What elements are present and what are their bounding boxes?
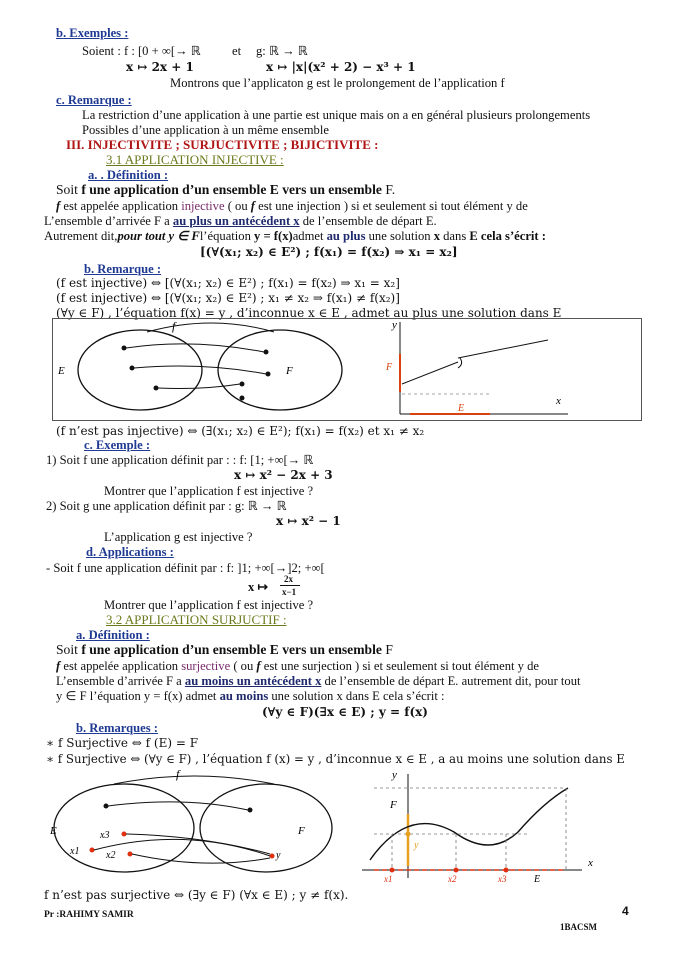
graph1-F-label: F bbox=[386, 362, 393, 373]
inj-def-line3: L’ensemble d’arrivée F a au plus un antécédent x de l’ensemble de départ E. bbox=[44, 214, 437, 228]
inj-example-2: 2) Soit g une application définit par : g: ℝ → ℝ bbox=[46, 499, 287, 513]
surj-formula: (∀y ∈ F)(∃x ∈ E) ; y = f(x) bbox=[262, 705, 428, 719]
inj-example-2-map: x ↦ x² − 1 bbox=[276, 514, 341, 528]
part3-title: III. INJECTIVITE ; SURJUCTIVITE ; BIJICTIVITE : bbox=[66, 137, 379, 152]
graph2-curve bbox=[370, 788, 568, 860]
f-arrow-curve bbox=[114, 776, 274, 784]
mapping-arrow bbox=[108, 802, 248, 810]
surj-remark-1: ∗ f Surjective ⇔ f (E) = F bbox=[46, 736, 199, 750]
examples-show: Montrons que l’applicaton g est le prolongement de l’application f bbox=[170, 76, 505, 90]
graph1-curve-left bbox=[402, 362, 458, 384]
graph2-F-label: F bbox=[390, 799, 397, 811]
surj-E-label: E bbox=[50, 825, 57, 837]
inj-example-2-question: L’application g est injective ? bbox=[104, 530, 253, 544]
inj-applications-heading: d. Applications : bbox=[86, 545, 174, 559]
surj-def-heading: a. Définition : bbox=[76, 628, 150, 642]
surj-def-line4: y ∈ F l’équation y = f(x) admet au moins une solution x dans E cela s’écrit : bbox=[56, 689, 445, 703]
examples-let-g: g: ℝ → ℝ bbox=[256, 44, 308, 58]
surj-def-line2: f est appelée application surjective ( ou f est une surjection ) si et seulement si tout élément y de bbox=[56, 659, 540, 673]
remark-heading: c. Remarque : bbox=[56, 93, 132, 107]
graph2-ylab: y bbox=[414, 840, 419, 851]
examples-et: et bbox=[232, 44, 242, 58]
surj-remark-2: ∗ f Surjective ⇔ (∀y ∈ F) , l’équation f (x) = y , d’inconnue x ∈ E , a au moins une solution dans E bbox=[46, 752, 625, 766]
point bbox=[240, 396, 245, 401]
graph2-E-label: E bbox=[534, 874, 541, 884]
not-surjective-statement: f n’est pas surjective ⇔ (∃y ∈ F) (∀x ∈ E) ; y ≠ f(x). bbox=[44, 888, 349, 902]
set-E-ellipse bbox=[78, 330, 202, 410]
inj-application-1-question: Montrer que l’application f est injective ? bbox=[104, 598, 314, 612]
surj-remarks-heading: b. Remarques : bbox=[76, 721, 158, 735]
surj-def-line1: Soit f une application d’un ensemble E vers un ensemble F bbox=[56, 642, 393, 657]
remark-line1: La restriction d’une application à une partie est unique mais on a en général plusieurs prolongements bbox=[82, 108, 591, 122]
surj-F-label: F bbox=[298, 825, 305, 837]
inj-application-1-numerator: 2x bbox=[284, 574, 293, 584]
surjective-figure bbox=[44, 766, 644, 884]
graph2-x1-point bbox=[390, 868, 395, 873]
graph2-y-point bbox=[406, 832, 411, 837]
graph1-x-label: x bbox=[556, 395, 561, 407]
mapping-arrow bbox=[158, 384, 240, 389]
footer-author: Pr :RAHIMY SAMIR bbox=[44, 910, 134, 920]
inj-example-1: 1) Soit f une application définit par : : f: [1; +∞[→ ℝ bbox=[46, 453, 314, 467]
surj-x2-label: x2 bbox=[106, 850, 116, 861]
inj-def-line2: f est appelée application injective ( ou f est une injection ) si et seulement si tout élément y de bbox=[56, 199, 528, 213]
inj-remark-3: (∀y ∈ F) , l’équation f(x) = y , d’inconnue x ∈ E , admet au plus une solution dans E bbox=[56, 306, 562, 320]
injective-title: 3.1 APPLICATION INJECTIVE : bbox=[106, 152, 284, 167]
inj-application-1: - Soit f une application définit par : f: ]1; +∞[→]2; +∞[ bbox=[46, 561, 325, 575]
mapping-arrow bbox=[132, 854, 270, 863]
injective-figure bbox=[52, 318, 642, 422]
graph2-x1-label: x1 bbox=[384, 874, 393, 884]
graph2-y-label: y bbox=[392, 769, 397, 781]
inj-formula: [(∀(x₁; x₂) ∈ E²) ; f(x₁) = f(x₂) ⇒ x₁ = x₂] bbox=[200, 245, 458, 259]
examples-f-map: x ↦ 2x + 1 bbox=[126, 60, 194, 74]
surj-y-label: y bbox=[276, 850, 281, 861]
fraction-bar bbox=[280, 585, 300, 586]
point bbox=[154, 386, 159, 391]
mapping-arrow bbox=[134, 366, 266, 374]
inj-E-label: E bbox=[58, 365, 65, 377]
surj-def-line3: L’ensemble d’arrivée F a au moins un antécédent x de l’ensemble de départ E. autrement dit, pour tout bbox=[56, 674, 581, 688]
set-E-ellipse bbox=[54, 784, 194, 872]
examples-heading: b. Exemples : bbox=[56, 26, 129, 40]
examples-g-map: x ↦ |x|(x² + 2) − x³ + 1 bbox=[266, 60, 416, 74]
f-arrow-curve bbox=[147, 323, 274, 332]
surj-f-label: f bbox=[176, 767, 180, 781]
surj-x1-label: x1 bbox=[70, 846, 80, 857]
inj-example-1-map: x ↦ x² − 2x + 3 bbox=[234, 468, 333, 482]
examples-let-f: Soient : f : [0 + ∞[→ ℝ bbox=[82, 44, 201, 58]
inj-remark-1: (f est injective) ⇔ [(∀(x₁; x₂) ∈ E²) ; f(x₁) = f(x₂) ⇒ x₁ = x₂] bbox=[56, 276, 400, 290]
mapping-arrow bbox=[126, 834, 270, 854]
point bbox=[248, 808, 253, 813]
set-F-ellipse bbox=[218, 330, 342, 410]
y-point bbox=[270, 854, 275, 859]
surj-x3-label: x3 bbox=[100, 830, 110, 841]
x1-point bbox=[90, 848, 95, 853]
inj-application-1-map: x ↦ bbox=[248, 580, 268, 594]
not-injective-statement: (f n’est pas injective) ⇔ (∃(x₁; x₂) ∈ E²); f(x₁) = f(x₂) et x₁ ≠ x₂ bbox=[56, 424, 425, 438]
point bbox=[266, 372, 271, 377]
inj-example-heading: c. Exemple : bbox=[84, 438, 151, 452]
surjective-title: 3.2 APPLICATION SURJUCTIF : bbox=[106, 612, 287, 627]
point bbox=[130, 366, 135, 371]
inj-F-label: F bbox=[286, 365, 293, 377]
inj-def-line1: Soit f une application d’un ensemble E vers un ensemble F. bbox=[56, 182, 396, 197]
remark-line2: Possibles d’une application à un même ensemble bbox=[82, 123, 329, 137]
graph1-y-label: y bbox=[392, 319, 397, 331]
footer-class: 1BACSM bbox=[560, 922, 598, 932]
page-number: 4 bbox=[622, 904, 629, 918]
graph2-x2-label: x2 bbox=[448, 874, 457, 884]
inj-example-1-question: Montrer que l’application f est injective ? bbox=[104, 484, 314, 498]
inj-def-line4: Autrement dit,pour tout y ∈ Fl’équation y = f(x)admet au plus une solution x dans E cela s’écrit : bbox=[44, 229, 546, 243]
point bbox=[264, 350, 269, 355]
point bbox=[104, 804, 109, 809]
graph1-E-label: E bbox=[458, 403, 465, 414]
x3-point bbox=[122, 832, 127, 837]
graph2-x-label: x bbox=[588, 857, 593, 869]
figure-frame bbox=[53, 319, 642, 421]
graph2-x3-label: x3 bbox=[498, 874, 507, 884]
inj-application-1-denominator: x−1 bbox=[282, 587, 297, 597]
inj-def-heading: a. . Définition : bbox=[88, 168, 169, 182]
inj-remark-2: (f est injective) ⇔ [(∀(x₁; x₂) ∈ E²) ; x₁ ≠ x₂ ⇒ f(x₁) ≠ f(x₂)] bbox=[56, 291, 400, 305]
x2-point bbox=[128, 852, 133, 857]
graph2-x3-point bbox=[504, 868, 509, 873]
point bbox=[122, 346, 127, 351]
graph2-x2-point bbox=[454, 868, 459, 873]
inj-remark-heading: b. Remarque : bbox=[84, 262, 162, 276]
point bbox=[240, 382, 245, 387]
inj-f-label: f bbox=[172, 319, 176, 333]
graph1-curve-right bbox=[458, 340, 548, 358]
graph1-bracket bbox=[458, 358, 462, 368]
